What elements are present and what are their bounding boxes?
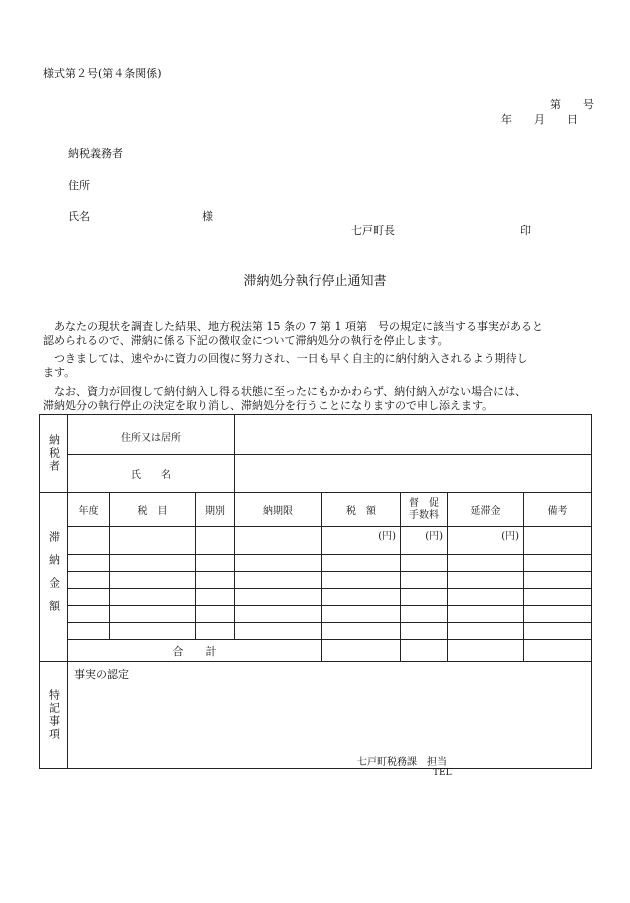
cell-due-date[interactable] xyxy=(235,527,322,555)
name-field-label: 氏 名 xyxy=(68,455,235,493)
cell-demand-fee-unit: (円) xyxy=(401,527,448,555)
issuer-name: 七戸町長 xyxy=(351,224,395,237)
special-section-label: 特記事項 xyxy=(40,662,68,769)
body-line: あなたの現状を調査した結果、地方税法第 15 条の 7 第 1 項第 号の規定に該当する事実があると xyxy=(54,320,543,333)
arrears-table xyxy=(39,414,592,769)
table-cell[interactable] xyxy=(68,589,110,606)
table-cell[interactable] xyxy=(448,572,524,589)
taxpayer-label: 納税義務者 xyxy=(68,147,123,160)
table-cell[interactable] xyxy=(235,606,322,623)
table-cell[interactable] xyxy=(524,623,592,640)
address-label: 住所 xyxy=(68,179,90,192)
col-demand-fee-line1: 督 促 xyxy=(409,497,440,509)
table-cell[interactable] xyxy=(110,555,196,572)
table-cell[interactable] xyxy=(524,555,592,572)
tel-label: TEL xyxy=(433,768,452,778)
table-cell[interactable] xyxy=(68,555,110,572)
body-paragraph-3 xyxy=(43,385,591,413)
total-tax-amount[interactable] xyxy=(322,640,401,662)
table-cell[interactable] xyxy=(110,589,196,606)
table-cell[interactable] xyxy=(68,572,110,589)
col-demand-fee xyxy=(401,493,448,527)
table-cell[interactable] xyxy=(524,606,592,623)
table-cell[interactable] xyxy=(235,623,322,640)
table-cell[interactable] xyxy=(322,555,401,572)
table-cell[interactable] xyxy=(196,572,235,589)
table-row xyxy=(40,589,592,606)
col-fiscal-year: 年度 xyxy=(68,493,110,527)
total-late-fee[interactable] xyxy=(448,640,524,662)
table-row xyxy=(40,555,592,572)
honorific: 様 xyxy=(202,210,213,223)
table-cell[interactable] xyxy=(448,589,524,606)
table-cell[interactable] xyxy=(322,572,401,589)
name-label: 氏名 xyxy=(68,210,90,223)
table-cell[interactable] xyxy=(401,555,448,572)
table-row xyxy=(40,623,592,640)
form-number: 様式第２号(第４条関係) xyxy=(43,67,162,80)
cell-tax-amount-unit: (円) xyxy=(322,527,401,555)
special-notes-row xyxy=(40,662,592,769)
table-cell[interactable] xyxy=(322,589,401,606)
table-cell[interactable] xyxy=(196,589,235,606)
body-line: 滞納処分の執行停止の決定を取り消し、滞納処分を行うことになりますので申し添えます。 xyxy=(43,399,494,412)
table-cell[interactable] xyxy=(196,623,235,640)
cell-late-fee-unit: (円) xyxy=(448,527,524,555)
taxpayer-name-row xyxy=(40,455,592,493)
table-cell[interactable] xyxy=(68,606,110,623)
table-cell[interactable] xyxy=(401,589,448,606)
cell-tax-item[interactable] xyxy=(110,527,196,555)
seal-mark: 印 xyxy=(520,224,531,237)
total-row xyxy=(40,640,592,662)
table-cell[interactable] xyxy=(401,606,448,623)
table-cell[interactable] xyxy=(235,555,322,572)
body-paragraph-1 xyxy=(43,320,591,348)
address-field-value[interactable] xyxy=(235,415,592,455)
taxpayer-address-row xyxy=(40,415,592,455)
fact-recognition-label: 事実の認定 xyxy=(74,668,129,681)
table-row xyxy=(40,572,592,589)
table-cell[interactable] xyxy=(322,623,401,640)
table-cell[interactable] xyxy=(196,555,235,572)
table-row xyxy=(40,606,592,623)
cell-fiscal-year[interactable] xyxy=(68,527,110,555)
table-cell[interactable] xyxy=(196,606,235,623)
table-cell[interactable] xyxy=(235,572,322,589)
table-cell[interactable] xyxy=(524,589,592,606)
arrears-header-row xyxy=(40,493,592,527)
arrears-section-label: 滞納金額 xyxy=(40,493,68,662)
table-cell[interactable] xyxy=(110,623,196,640)
table-cell[interactable] xyxy=(448,623,524,640)
name-field-value[interactable] xyxy=(235,455,592,493)
table-cell[interactable] xyxy=(448,555,524,572)
total-label: 合 計 xyxy=(68,640,322,662)
table-cell[interactable] xyxy=(401,572,448,589)
department-contact: 七戸町税務課 担当 xyxy=(357,757,447,768)
total-remarks[interactable] xyxy=(524,640,592,662)
table-cell[interactable] xyxy=(401,623,448,640)
table-cell[interactable] xyxy=(448,606,524,623)
cell-remarks[interactable] xyxy=(524,527,592,555)
col-due-date: 納期限 xyxy=(235,493,322,527)
body-line: なお、資力が回復して納付納入し得る状態に至ったにもかかわらず、納付納入がない場合には、 xyxy=(54,385,527,398)
fact-recognition-field[interactable] xyxy=(68,662,592,769)
col-period: 期別 xyxy=(196,493,235,527)
table-cell[interactable] xyxy=(110,572,196,589)
col-late-fee: 延滞金 xyxy=(448,493,524,527)
table-cell[interactable] xyxy=(524,572,592,589)
col-tax-amount: 税 額 xyxy=(322,493,401,527)
body-line: つきましては、速やかに資力の回復に努力され、一日も早く自主的に納付納入されるよう期待し xyxy=(54,352,528,365)
col-demand-fee-line2: 手数料 xyxy=(409,509,440,521)
table-cell[interactable] xyxy=(322,606,401,623)
cell-period[interactable] xyxy=(196,527,235,555)
col-remarks: 備考 xyxy=(524,493,592,527)
table-cell[interactable] xyxy=(110,606,196,623)
body-paragraph-2 xyxy=(43,352,591,380)
total-demand-fee[interactable] xyxy=(401,640,448,662)
taxpayer-section-label: 納税者 xyxy=(40,415,68,493)
document-date-label: 年 月 日 xyxy=(501,113,578,126)
table-row xyxy=(40,527,592,555)
table-cell[interactable] xyxy=(235,589,322,606)
col-tax-item: 税 目 xyxy=(110,493,196,527)
body-line: ます。 xyxy=(43,366,76,379)
document-title: 滞納処分執行停止通知書 xyxy=(243,274,387,289)
body-line: 認められるので、滞納に係る下記の徴収金について滞納処分の執行を停止します。 xyxy=(43,334,449,347)
address-field-label: 住所又は居所 xyxy=(68,415,235,455)
document-number-label: 第 号 xyxy=(550,98,594,111)
table-cell[interactable] xyxy=(68,623,110,640)
